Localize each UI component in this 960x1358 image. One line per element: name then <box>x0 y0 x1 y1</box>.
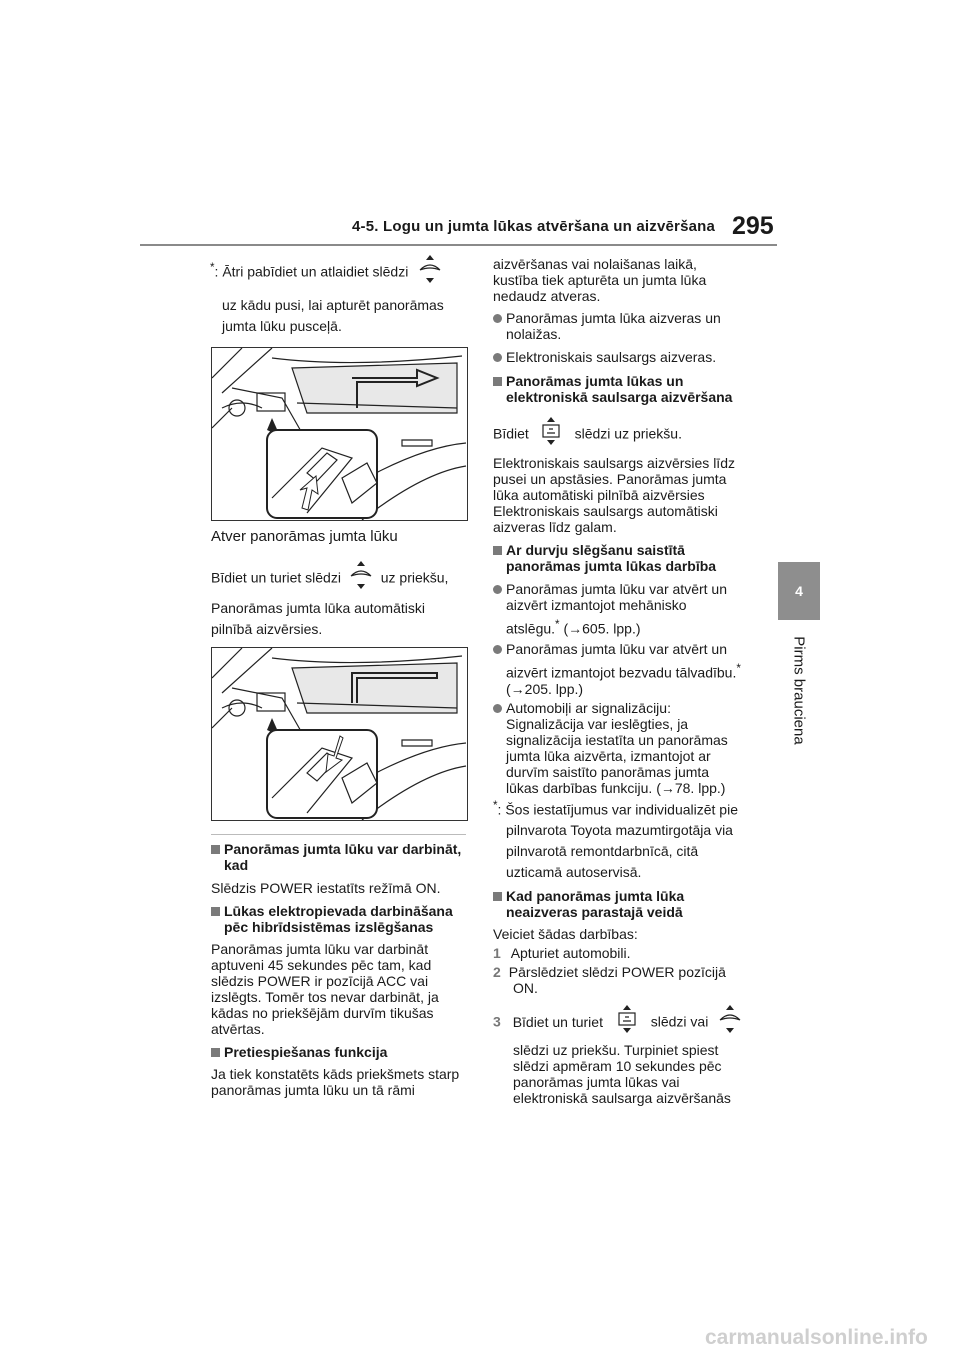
bullet-mech-key: Panorāmas jumta lūku var atvērt un aizvērt izmantojot mehānisko atslēgu.* (→605. lpp.) <box>493 581 727 637</box>
heading-fail: Kad panorāmas jumta lūka neaizveras parastajā veidā <box>493 888 684 920</box>
switch-tilt-icon <box>718 1004 742 1034</box>
header-divider <box>140 244 777 246</box>
heading-jam-protection: Pretiespiešanas funkcija <box>211 1044 387 1060</box>
delay-text: Panorāmas jumta lūku var darbināt aptuveni 45 sekundes pēc tam, kad slēdzis POWER ir pozīcijā ACC vai izslēgts. Tomēr tos nevar darbināt, ja kādas no priekšējām durvīm tikušas atvērtas. <box>211 941 439 1037</box>
push-line <box>211 568 448 590</box>
square-bullet-icon <box>493 892 502 901</box>
figure-open-sunroof <box>211 347 468 521</box>
step-2: 2 Pārslēdziet slēdzi POWER pozīcijā ON. <box>493 964 726 996</box>
note-line-3: jumta lūku pusceļā. <box>222 318 342 334</box>
step-3: 3 Bīdiet un turiet slēdzi vai <box>493 1012 742 1034</box>
note-star <box>210 260 442 284</box>
round-bullet-icon <box>493 353 502 362</box>
bullet-remote: Panorāmas jumta lūku var atvērt un aizvērt izmantojot bezvadu tālvadību.* (→205. lpp.) <box>493 641 741 697</box>
round-bullet-icon <box>493 585 502 594</box>
bullet-close-roof: Panorāmas jumta lūka aizveras un nolaižas. <box>493 310 721 342</box>
square-bullet-icon <box>211 1048 220 1057</box>
close-text: Elektroniskais saulsargs aizvērsies līdz pusei un apstāsies. Panorāmas jumta lūka automātiski pilnībā aizvērsies Elektroniskais saulsargs automātiski aizveras līdz galam. <box>493 455 735 535</box>
push-line-pre: Bīdiet un turiet slēdzi <box>211 569 341 586</box>
jam-text: Ja tiek konstatēts kāds priekšmets starp panorāmas jumta lūku un tā rāmi <box>211 1066 460 1098</box>
chapter-tab: 4 <box>778 562 820 620</box>
bullet-close-shade: Elektroniskais saulsargs aizveras. <box>493 349 716 365</box>
note-line-1: : Ātri pabīdiet un atlaidiet slēdzi <box>214 263 409 280</box>
switch-tilt-icon <box>349 560 373 590</box>
chapter-title <box>782 632 816 762</box>
footnote-line-3: pilnvarotā remontdarbnīcā, citā <box>506 843 699 859</box>
square-bullet-icon <box>211 907 220 916</box>
footnote-line-4: uzticamā autoservisā. <box>506 864 642 880</box>
square-bullet-icon <box>493 546 502 555</box>
footnote: *: Šos iestatījumus var individualizēt pie <box>493 799 738 818</box>
push-line-post: uz priekšu, <box>380 569 449 586</box>
continued-text: aizvēršanas vai nolaišanas laikā, kustība tiek apturēta un jumta lūka nedaudz atveras. <box>493 256 707 304</box>
footnote-line-2: pilnvarota Toyota mazumtirgotāja via <box>506 822 733 838</box>
step-3-text: slēdzi uz priekšu. Turpiniet spiest slēdzi apmēram 10 sekundes pēc panorāmas jumta lūkas vai elektroniskā saulsarga aizvēršanās <box>513 1042 731 1106</box>
watermark: carmanualsonline.info <box>705 1326 928 1349</box>
heading-close: Panorāmas jumta lūkas un elektroniskā saulsarga aizvēršana <box>493 373 732 405</box>
auto-line-1: Panorāmas jumta lūka automātiski <box>211 600 425 616</box>
section-title: 4-5. Logu un jumta lūkas atvēršana un aizvēršana <box>352 218 716 235</box>
auto-line-2: pilnībā aizvērsies. <box>211 621 323 637</box>
round-bullet-icon <box>493 704 502 713</box>
sunroof-open-illustration <box>212 348 467 520</box>
figure-close-sunroof <box>211 647 468 821</box>
switch-slide-icon <box>539 416 563 446</box>
note-mark: * <box>210 261 215 274</box>
push-forward-line: Bīdiet slēdzi uz priekšu. <box>493 424 682 446</box>
switch-tilt-icon <box>418 254 442 284</box>
fail-intro: Veiciet šādas darbības: <box>493 926 638 942</box>
switch-slide-icon <box>615 1004 639 1034</box>
heading-operate: Panorāmas jumta lūku var darbināt, kad <box>211 841 461 873</box>
heading-delay: Lūkas elektropievada darbināšana pēc hibrīdsistēmas izslēgšanas <box>211 903 453 935</box>
divider-rule <box>211 834 466 835</box>
chapter-title-text: Pirms brauciena <box>790 636 808 745</box>
operate-text: Slēdzis POWER iestatīts režīmā ON. <box>211 880 441 896</box>
round-bullet-icon <box>493 645 502 654</box>
figure1-caption: Atver panorāmas jumta lūku <box>211 528 398 545</box>
note-line-2: uz kādu pusi, lai apturēt panorāmas <box>222 297 444 313</box>
round-bullet-icon <box>493 314 502 323</box>
heading-door-link: Ar durvju slēgšanu saistītā panorāmas jumta lūkas darbība <box>493 542 716 574</box>
sunroof-close-illustration <box>212 648 467 820</box>
page-number: 295 <box>732 212 774 240</box>
step-1: 1 Apturiet automobili. <box>493 945 631 961</box>
bullet-alarm: Automobiļi ar signalizāciju: Signalizācija var ieslēgties, ja signalizācija iestatīta un panorāmas jumta lūka aizvērta, izmantojot ar durvīm saistīto panorāmas jumta lūkas darbības funkciju. (→78. lpp.) <box>493 700 728 796</box>
square-bullet-icon <box>493 377 502 386</box>
square-bullet-icon <box>211 845 220 854</box>
